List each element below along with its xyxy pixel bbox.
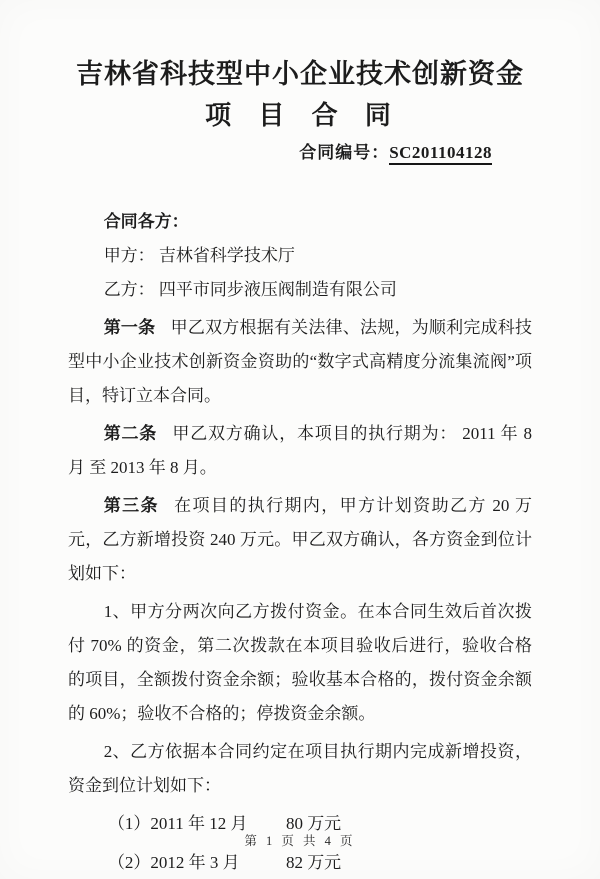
article-2 — [68, 417, 532, 485]
party-b-line: 乙方： 四平市同步液压阀制造有限公司 — [103, 280, 397, 299]
article-3-text: 在项目的执行期内，甲方计划资助乙方 20 万元，乙方新增投资 240 万元。甲乙双方确认，各方资金到位计划如下： — [68, 496, 533, 583]
party-a-line: 甲方： 吉林省科学技术厅 — [103, 246, 295, 265]
article-2-term: 第二条 — [103, 424, 158, 443]
document-title-line2: 项 目 合 同 — [205, 100, 395, 130]
schedule-row-2 — [68, 845, 532, 879]
schedule-row-2-date: （2）2012 年 3 月 — [107, 853, 240, 872]
contract-number-line — [0, 139, 600, 167]
clause-1: 1、甲方分两次向乙方拨付资金。在本合同生效后首次拨付 70% 的资金，第二次拨款在本项目验收后进行，验收合格的项目，全额拨付资金余额；验收基本合格的，拨付资金余额的 60%；验收不合格的；停拨资金余额。 — [68, 602, 532, 723]
article-1-text: 甲乙双方根据有关法律、法规，为顺利完成科技型中小企业技术创新资金资助的“数字式高精度分流集流阀”项目，特订立本合同。 — [68, 318, 533, 405]
schedule-row-1-date: （1）2011 年 12 月 — [107, 814, 248, 833]
document-title-line1: 吉林省科技型中小企业技术创新资金 — [76, 59, 524, 89]
article-3-term: 第三条 — [103, 496, 159, 515]
schedule-row-1-amount: 80 万元 — [285, 814, 342, 833]
parties-heading: 合同各方： — [103, 212, 189, 231]
contract-number-value: SC201104128 — [389, 143, 492, 165]
page-number-footer: 第 1 页 共 4 页 — [244, 834, 356, 848]
article-1 — [68, 311, 532, 413]
schedule-row-2-amount: 82 万元 — [285, 853, 342, 872]
contract-number-label: 合同编号： — [299, 143, 390, 162]
clause-2: 2、乙方依据本合同约定在项目执行期内完成新增投资，资金到位计划如下： — [68, 742, 532, 795]
contract-body — [0, 167, 600, 879]
article-1-term: 第一条 — [103, 318, 156, 337]
article-2-text: 甲乙双方确认，本项目的执行期为： 2011 年 8 月 至 2013 年 8 月。 — [68, 424, 533, 477]
article-3 — [68, 489, 532, 591]
